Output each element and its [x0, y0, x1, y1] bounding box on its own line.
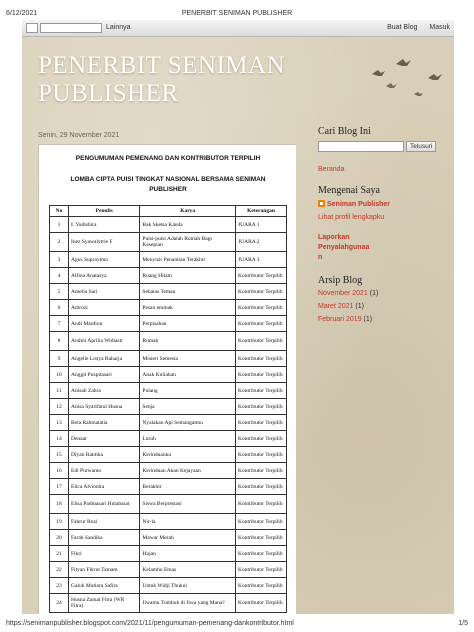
row-number: 11 [50, 383, 69, 399]
table-row [50, 546, 287, 562]
work-title: Siswa Berprestasi [140, 495, 236, 514]
status-label: Kontributor Terpilih [236, 316, 287, 332]
table-row [50, 594, 287, 613]
work-title: Nir-la [140, 514, 236, 530]
archive-item [318, 303, 450, 310]
status-label: Kontributor Terpilih [236, 300, 287, 316]
status-label: Kontributor Terpilih [236, 284, 287, 300]
report-abuse-line: Laporkan [318, 234, 350, 241]
author-name: Edi Purwanto [69, 463, 140, 479]
table-row [50, 233, 287, 252]
blog-title[interactable]: PENERBIT SENIMAN PUBLISHER [38, 52, 286, 107]
work-title: Mawar Merah [140, 530, 236, 546]
work-title: Sebatas Teman [140, 284, 236, 300]
profile-name-link[interactable]: Seniman Publisher [327, 201, 391, 208]
announcement-heading: PENGUMUMAN PEMENANG DAN KONTRIBUTOR TERPILIH [75, 155, 261, 162]
author-name: Inez Syawalytrie F [69, 233, 140, 252]
status-label: Kontributor Terpilih [236, 479, 287, 495]
work-title: Kelambu Emas [140, 562, 236, 578]
archive-count: (1) [363, 316, 373, 323]
row-number: 8 [50, 332, 69, 351]
column-header: Keterangan [236, 206, 287, 217]
work-title: Untuk Widji Thukul [140, 578, 236, 594]
work-title: Misteri Semesta [140, 351, 236, 367]
work-title: Luruh [140, 431, 236, 447]
status-label: Kontributor Terpilih [236, 383, 287, 399]
table-body [50, 217, 287, 613]
work-title: Senja [140, 399, 236, 415]
row-number: 17 [50, 479, 69, 495]
table-row [50, 530, 287, 546]
author-name: Anggit Puspitasari [69, 367, 140, 383]
row-number: 14 [50, 431, 69, 447]
author-name: Anisa Syarifatul Husna [69, 399, 140, 415]
status-label: Kontributor Terpilih [236, 530, 287, 546]
row-number: 16 [50, 463, 69, 479]
archive-count: (1) [369, 290, 379, 297]
row-number: 13 [50, 415, 69, 431]
column-header: Karya [140, 206, 236, 217]
author-name: Galuh Mutiara Safira [69, 578, 140, 594]
status-label: Kontributor Terpilih [236, 594, 287, 613]
row-number: 10 [50, 367, 69, 383]
row-number: 20 [50, 530, 69, 546]
search-widget-title: Cari Blog Ini [318, 126, 371, 137]
status-label: Kontributor Terpilih [236, 447, 287, 463]
archive-count: (1) [355, 303, 364, 310]
sign-in-link[interactable]: Masuk [429, 24, 450, 31]
author-name: Farah Sandika [69, 530, 140, 546]
table-row [50, 300, 287, 316]
author-name: Andini Aprilia Widiasti [69, 332, 140, 351]
view-profile-link[interactable]: Lihat profil lengkapku [318, 214, 385, 221]
status-label: Kontributor Terpilih [236, 431, 287, 447]
status-label: Kontributor Terpilih [236, 399, 287, 415]
status-label: Kontributor Terpilih [236, 367, 287, 383]
blogger-icon [318, 200, 325, 207]
table-row [50, 495, 287, 514]
table-row [50, 431, 287, 447]
author-name: I. Yudishira [69, 217, 140, 233]
home-link[interactable]: Beranda [318, 166, 345, 173]
work-title: Kerinduanku [140, 447, 236, 463]
print-title: PENERBIT SENIMAN PUBLISHER [181, 10, 293, 17]
row-number: 7 [50, 316, 69, 332]
table-row [50, 447, 287, 463]
print-url: https://senimanpublisher.blogspot.com/2021/11/pengumuman-pemenang-dankontributor.html [6, 620, 294, 627]
table-row [50, 316, 287, 332]
table-row [50, 463, 287, 479]
status-label: Kontributor Terpilih [236, 268, 287, 284]
table-row [50, 367, 287, 383]
author-name: Denaar [69, 431, 140, 447]
archive-item [318, 290, 450, 297]
author-name: Husna Zainal Fitra (WR Fitra) [69, 594, 140, 613]
author-name: Angelie Listya Raharja [69, 351, 140, 367]
status-label: Kontributor Terpilih [236, 578, 287, 594]
row-number: 4 [50, 268, 69, 284]
table-row [50, 252, 287, 268]
blog-search-input[interactable] [318, 141, 404, 152]
archive-link[interactable]: Maret 2021 [318, 303, 354, 310]
about-widget-title: Mengenai Saya [318, 185, 380, 196]
create-blog-link[interactable]: Buat Blog [387, 24, 418, 31]
work-title: Bak Sketsa Kanda [140, 217, 236, 233]
post-body [38, 144, 296, 614]
author-name: Elisa Padmasari Hutabarat [69, 495, 140, 514]
work-title: Menyisir Penantian Terakhir [140, 252, 236, 268]
row-number: 19 [50, 514, 69, 530]
table-row [50, 332, 287, 351]
row-number: 24 [50, 594, 69, 613]
post-date: Senin, 29 November 2021 [38, 132, 120, 139]
archive-link[interactable]: November 2021 [318, 290, 368, 297]
flying-birds-icon [352, 44, 452, 104]
status-label: Kontributor Terpilih [236, 562, 287, 578]
table-row [50, 399, 287, 415]
row-number: 18 [50, 495, 69, 514]
author-name: Agus Supraytmo [69, 252, 140, 268]
table-row [50, 562, 287, 578]
row-number: 21 [50, 546, 69, 562]
author-name: Fahrur Rozi [69, 514, 140, 530]
row-number: 6 [50, 300, 69, 316]
search-button[interactable]: Telusuri [406, 141, 436, 152]
status-label: Kontributor Terpilih [236, 546, 287, 562]
status-label: Kontributor Terpilih [236, 415, 287, 431]
column-header: Penulis [69, 206, 140, 217]
row-number: 12 [50, 399, 69, 415]
report-abuse-link[interactable] [318, 233, 450, 263]
archive-widget-title: Arsip Blog [318, 275, 363, 286]
print-footer [0, 616, 474, 632]
author-name: Diyan Rantika [69, 447, 140, 463]
column-header: No [50, 206, 69, 217]
author-name: Fityan Fikrut Tamam [69, 562, 140, 578]
navbar-logo-box[interactable] [26, 23, 38, 33]
work-title: Anak Kuliahan [140, 367, 236, 383]
report-abuse-line: n [318, 254, 323, 261]
status-label: Kontributor Terpilih [236, 514, 287, 530]
table-row [50, 514, 287, 530]
work-title: Pesan emmak [140, 300, 236, 316]
work-title: Pulang [140, 383, 236, 399]
status-label: JUARA 1 [236, 217, 287, 233]
table-header-row [50, 206, 287, 217]
work-title: Puisi-puisi Adalah Rumah Bagi Kesepian [140, 233, 236, 252]
work-title: Nyalakan Api Semangatmu [140, 415, 236, 431]
row-number: 3 [50, 252, 69, 268]
row-number: 2 [50, 233, 69, 252]
author-name: Elica Alvionita [69, 479, 140, 495]
work-title: Kerinduan Akan Kejayaan [140, 463, 236, 479]
table-row [50, 415, 287, 431]
table-row [50, 578, 287, 594]
table-row [50, 351, 287, 367]
author-name: Amrozi [69, 300, 140, 316]
work-title: Perpisahan [140, 316, 236, 332]
work-title: Rumah [140, 332, 236, 351]
table-row [50, 284, 287, 300]
row-number: 23 [50, 578, 69, 594]
work-title: Jiwamu Tumbuh di Jiwa yang Mana? [140, 594, 236, 613]
report-abuse-line: Penyalahgunaa [318, 244, 370, 251]
row-number: 5 [50, 284, 69, 300]
print-page-number: 1/5 [458, 620, 468, 627]
work-title: Ruang Hitam [140, 268, 236, 284]
table-row [50, 383, 287, 399]
status-label: Kontributor Terpilih [236, 463, 287, 479]
table-row [50, 217, 287, 233]
table-row [50, 479, 287, 495]
navbar-search-input[interactable] [40, 23, 102, 33]
winners-table [49, 205, 287, 613]
print-date: 6/12/2021 [6, 10, 38, 17]
author-name: Amelia Sari [69, 284, 140, 300]
status-label: Kontributor Terpilih [236, 495, 287, 514]
navbar-more-link[interactable]: Lainnya [106, 24, 131, 31]
status-label: Kontributor Terpilih [236, 351, 287, 367]
table-row [50, 268, 287, 284]
navbar-right-links [377, 24, 450, 31]
announcement-subheading: LOMBA CIPTA PUISI TINGKAT NASIONAL BERSAMA SENIMAN PUBLISHER [70, 176, 266, 193]
blog-page [22, 20, 454, 614]
announcement-document [38, 144, 296, 614]
sidebar [318, 126, 450, 329]
row-number: 9 [50, 351, 69, 367]
author-name: Fikri [69, 546, 140, 562]
search-widget [318, 141, 450, 152]
author-name: Alfina Anatasya [69, 268, 140, 284]
status-label: JUARA 3 [236, 252, 287, 268]
archive-item [318, 316, 450, 323]
work-title: Berakhir [140, 479, 236, 495]
status-label: JUARA 2 [236, 233, 287, 252]
work-title: Hujan [140, 546, 236, 562]
author-name: Andi Mardion [69, 316, 140, 332]
author-name: Bela Rahmatalia [69, 415, 140, 431]
row-number: 1 [50, 217, 69, 233]
archive-link[interactable]: Februari 2019 [318, 316, 362, 323]
row-number: 15 [50, 447, 69, 463]
print-header [0, 0, 474, 20]
blogger-navbar [22, 20, 454, 37]
status-label: Kontributor Terpilih [236, 332, 287, 351]
author-name: Anisah Zahra [69, 383, 140, 399]
archive-list [318, 290, 450, 323]
row-number: 22 [50, 562, 69, 578]
